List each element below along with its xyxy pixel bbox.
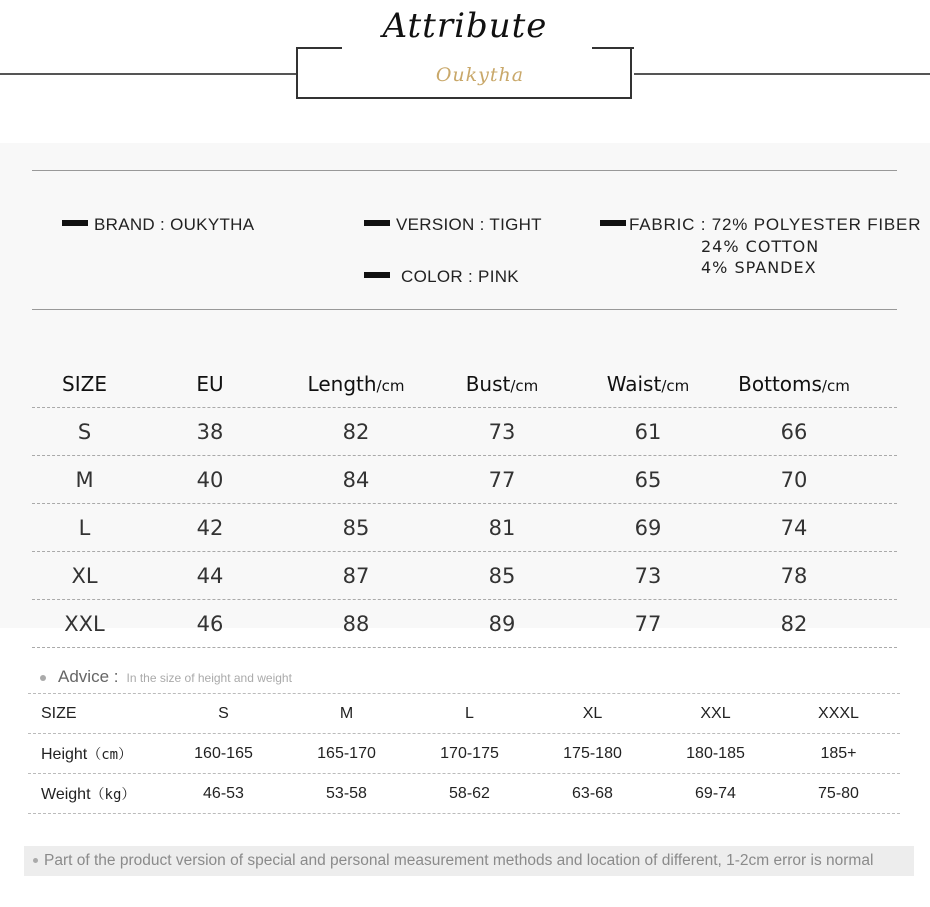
- table-cell: 38: [196, 419, 224, 444]
- brand-text: BRAND : OUKYTHA: [94, 215, 255, 234]
- table-cell: S: [77, 419, 92, 444]
- table-cell: 65: [634, 467, 662, 492]
- table-cell: 77: [634, 611, 662, 636]
- version-text: VERSION : TIGHT: [396, 215, 542, 234]
- table-cell: 69: [634, 515, 662, 540]
- divider-bottom: [32, 309, 897, 310]
- header-eu: EU: [196, 371, 224, 396]
- table-cell: 78: [780, 563, 808, 588]
- bullet-bar: [600, 220, 626, 226]
- title-frame-top-left: [296, 47, 342, 49]
- bullet-bar: [364, 272, 390, 278]
- table-row: [32, 504, 897, 552]
- table-cell: 82: [342, 419, 370, 444]
- table-cell: 75-80: [818, 784, 859, 802]
- table-cell: M: [339, 704, 354, 722]
- table-cell: L: [465, 704, 474, 722]
- advice-weight-row: [28, 774, 900, 814]
- table-cell: 85: [342, 515, 370, 540]
- bullet-bar: [62, 220, 88, 226]
- title-frame-top-right: [592, 47, 634, 49]
- advice-table: [28, 693, 900, 814]
- fabric-text: FABRIC : 72% POLYESTER FIBER: [629, 215, 922, 234]
- table-cell: XL: [71, 563, 98, 588]
- table-cell: 40: [196, 467, 224, 492]
- bullet-bar: [364, 220, 390, 226]
- page-title: Attribute: [382, 6, 548, 46]
- table-cell: 74: [780, 515, 808, 540]
- attr-brand: [62, 215, 254, 235]
- table-cell: 160-165: [194, 744, 253, 762]
- table-cell: XXL: [64, 611, 105, 636]
- advice-height-row: [28, 734, 900, 774]
- table-cell: 44: [196, 563, 224, 588]
- measurement-note-text: Part of the product version of special and personal measurement methods and location of different, 1-2cm error is normal: [44, 852, 874, 869]
- table-cell: 87: [342, 563, 370, 588]
- table-cell: XL: [582, 704, 603, 722]
- weight-label: Weight（kg）: [41, 785, 136, 803]
- size-table-header: [32, 360, 897, 408]
- advice-label: Advice :: [58, 667, 119, 686]
- table-cell: 42: [196, 515, 224, 540]
- table-cell: 85: [488, 563, 516, 588]
- header-bottoms: Bottoms/cm: [738, 371, 850, 396]
- table-cell: 73: [634, 563, 662, 588]
- table-cell: 58-62: [449, 784, 490, 802]
- table-cell: 88: [342, 611, 370, 636]
- table-cell: 185+: [820, 744, 857, 762]
- table-cell: 63-68: [572, 784, 613, 802]
- header-rule-left: [0, 73, 296, 75]
- size-table: [32, 360, 897, 648]
- table-cell: 69-74: [695, 784, 736, 802]
- table-cell: 82: [780, 611, 808, 636]
- table-row: [32, 600, 897, 648]
- divider-top: [32, 170, 897, 171]
- table-row: [32, 552, 897, 600]
- advice-heading: [40, 667, 292, 687]
- color-text: COLOR : PINK: [401, 267, 519, 286]
- table-cell: 73: [488, 419, 516, 444]
- table-cell: 46-53: [203, 784, 244, 802]
- table-cell: 170-175: [440, 744, 499, 762]
- table-cell: SIZE: [41, 704, 77, 722]
- header-size: SIZE: [62, 371, 107, 396]
- table-cell: 84: [342, 467, 370, 492]
- table-cell: S: [218, 704, 229, 722]
- header-rule-right: [634, 73, 930, 75]
- brand-subtitle: Oukytha: [435, 64, 525, 86]
- fabric-spandex: 4% SPANDEX: [701, 258, 817, 277]
- table-cell: 180-185: [686, 744, 745, 762]
- table-cell: 53-58: [326, 784, 367, 802]
- table-cell: 175-180: [563, 744, 622, 762]
- table-row: [32, 456, 897, 504]
- table-cell: 66: [780, 419, 808, 444]
- table-cell: L: [78, 515, 91, 540]
- table-cell: 70: [780, 467, 808, 492]
- table-cell: 89: [488, 611, 516, 636]
- table-cell: XXL: [700, 704, 731, 722]
- header-bust: Bust/cm: [465, 371, 539, 396]
- attr-fabric: [600, 215, 921, 235]
- table-cell: 165-170: [317, 744, 376, 762]
- advice-hint: In the size of height and weight: [126, 671, 292, 685]
- table-cell: M: [75, 467, 94, 492]
- table-cell: 81: [488, 515, 516, 540]
- table-cell: 61: [634, 419, 662, 444]
- table-cell: XXXL: [818, 704, 859, 722]
- header-waist: Waist/cm: [606, 371, 690, 396]
- attr-version: [364, 215, 542, 235]
- fabric-composition: [701, 236, 819, 278]
- height-label: Height（cm）: [41, 745, 133, 763]
- measurement-note: [24, 846, 914, 876]
- advice-header-row: [28, 694, 900, 734]
- table-cell: 46: [196, 611, 224, 636]
- attr-color: [364, 267, 519, 287]
- bullet-dot: [40, 675, 46, 681]
- table-row: [32, 408, 897, 456]
- table-cell: 77: [488, 467, 516, 492]
- header-length: Length/cm: [307, 371, 405, 396]
- bullet-dot: [33, 858, 38, 863]
- fabric-cotton: 24% COTTON: [701, 237, 820, 256]
